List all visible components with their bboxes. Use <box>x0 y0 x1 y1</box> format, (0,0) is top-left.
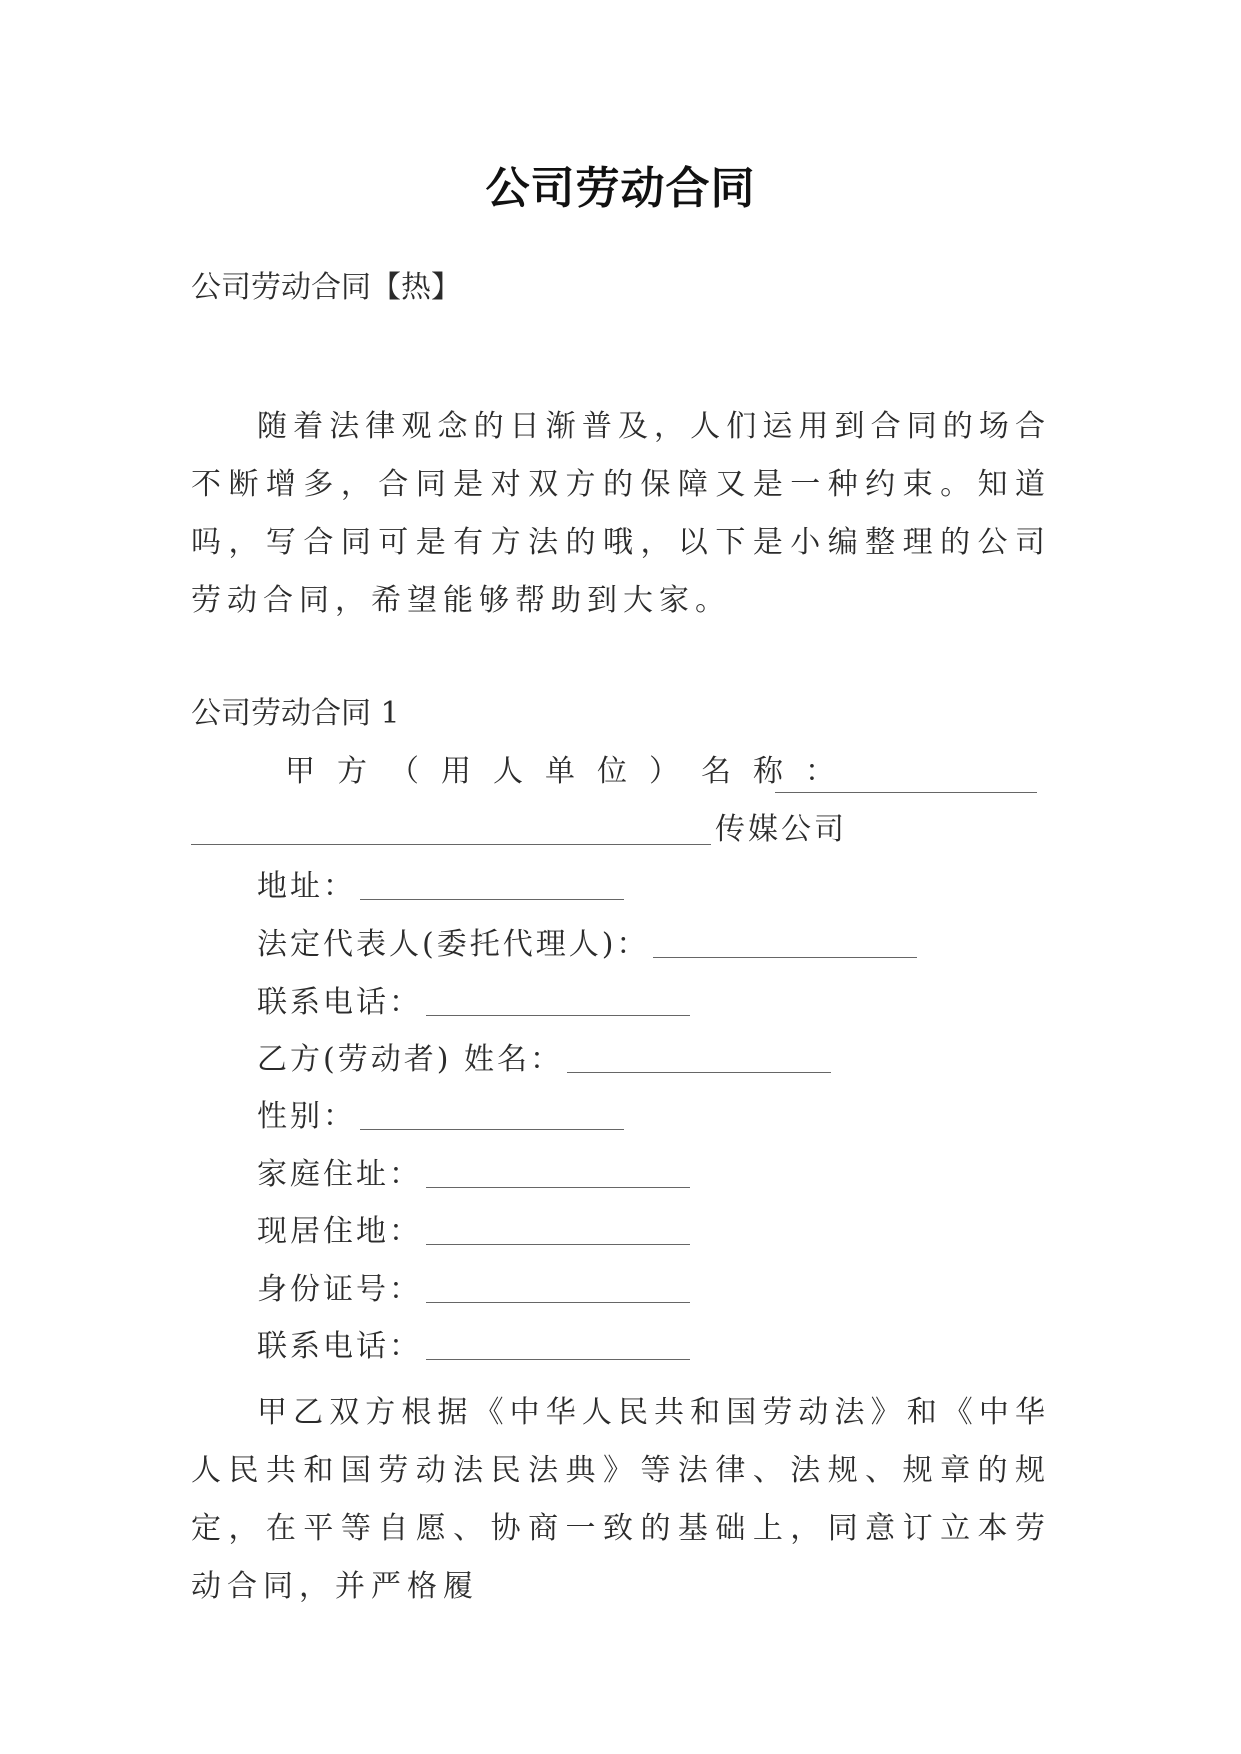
blank-line <box>360 1097 624 1130</box>
blank-line <box>426 983 690 1016</box>
field-label: 地址： <box>257 869 356 904</box>
party-a-suffix: 传媒公司 <box>715 812 847 847</box>
field-address <box>257 867 624 907</box>
blank-line <box>360 867 624 900</box>
field-legal-representative <box>257 925 917 965</box>
field-phone-a <box>257 983 690 1023</box>
blank-line <box>426 1327 690 1360</box>
field-phone-b <box>257 1327 690 1367</box>
subtitle: 公司劳动合同【热】 <box>191 270 461 305</box>
closing-paragraph: 甲乙双方根据《中华人民共和国劳动法》和《中华人民共和国劳动法民法典》等法律、法规、规章的规定，在平等自愿、协商一致的基础上，同意订立本劳动合同，并严格履 <box>191 1395 1051 1604</box>
document-title: 公司劳动合同 <box>485 163 756 214</box>
field-home-address <box>257 1155 690 1195</box>
field-label: 现居住地： <box>257 1214 422 1249</box>
field-label: 乙方(劳动者) 姓名： <box>257 1042 563 1077</box>
field-label: 家庭住址： <box>257 1157 422 1192</box>
field-label: 联系电话： <box>257 1329 422 1364</box>
field-label: 联系电话： <box>257 985 422 1020</box>
field-label: 法定代表人(委托代理人)： <box>257 927 650 962</box>
field-gender <box>257 1097 624 1137</box>
section-heading: 公司劳动合同 1 <box>191 696 400 731</box>
blank-line <box>426 1212 690 1245</box>
party-a-name-blank-2 <box>191 812 711 845</box>
party-a-name-label: 甲方（用人单位）名称： <box>285 754 857 789</box>
field-label: 性别： <box>257 1099 356 1134</box>
blank-line <box>426 1155 690 1188</box>
blank-line <box>426 1270 690 1303</box>
intro-paragraph: 随着法律观念的日渐普及，人们运用到合同的场合不断增多，合同是对双方的保障又是一种约束。知道吗，写合同可是有方法的哦，以下是小编整理的公司劳动合同，希望能够帮助到大家。 <box>191 409 1051 618</box>
party-a-name-blank-1 <box>775 760 1037 793</box>
field-label: 身份证号： <box>257 1272 422 1307</box>
field-id-number <box>257 1270 690 1310</box>
blank-line <box>567 1040 831 1073</box>
field-current-residence <box>257 1212 690 1252</box>
blank-line <box>653 925 917 958</box>
field-party-b-name <box>257 1040 831 1080</box>
